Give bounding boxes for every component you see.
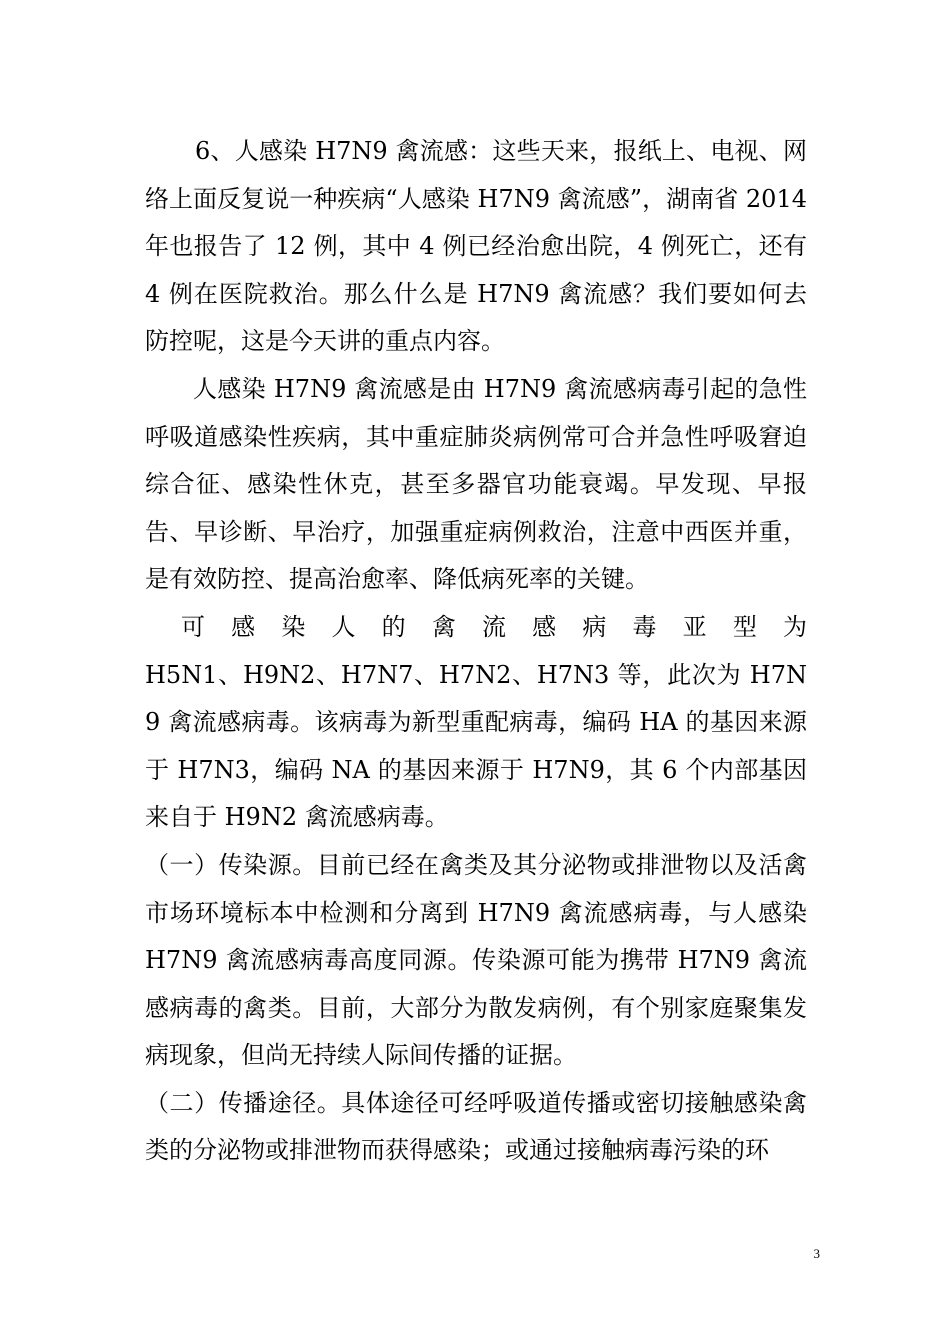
paragraph-virus-subtypes: H5N1、H9N2、H7N7、H7N2、H7N3 等，此次为 H7N9 禽流感病毒。该病毒为新型重配病毒，编码 HA 的基因来源于 H7N3，编码 NA 的基因来源于 H7N9，其 6 个内部基因来自于 H9N2 禽流感病毒。	[145, 660, 807, 832]
page-number: 3	[813, 1246, 820, 1261]
paragraph-transmission-route: （二）传播途径。具体途径可经呼吸道传播或密切接触感染禽类的分泌物或排泄物而获得感染；或通过接触病毒污染的环	[145, 1088, 807, 1165]
paragraph-infection-source: （一）传染源。目前已经在禽类及其分泌物或排泄物以及活禽市场环境标本中检测和分离到 H7N9 禽流感病毒，与人感染 H7N9 禽流感病毒高度同源。传染源可能为携带 H7N9 禽流感病毒的禽类。目前，大部分为散发病例，有个别家庭聚集发病现象，但尚无持续人际间传播的证据。	[145, 850, 807, 1070]
paragraph-h7n9-intro: 6、人感染 H7N9 禽流感：这些天来，报纸上、电视、网络上面反复说一种疾病“人感染 H7N9 禽流感”，湖南省 2014 年也报告了 12 例，其中 4 例已经治愈出院，4 例死亡，还有 4 例在医院救治。那么什么是 H7N9 禽流感？我们要如何去防控呢，这是今天讲的重点内容。	[145, 137, 807, 356]
paragraph-h7n9-definition: 人感染 H7N9 禽流感是由 H7N9 禽流感病毒引起的急性呼吸道感染性疾病，其中重症肺炎病例常可合并急性呼吸窘迫综合征、感染性休克，甚至多器官功能衰竭。早发现、早报告、早诊断、早治疗，加强重症病例救治，注意中西医并重，是有效防控、提高治愈率、降低病死率的关键。	[145, 374, 807, 594]
paragraph-virus-subtypes-heading: 可感染人的禽流感病毒亚型为	[181, 612, 807, 641]
document-body	[145, 128, 807, 1175]
